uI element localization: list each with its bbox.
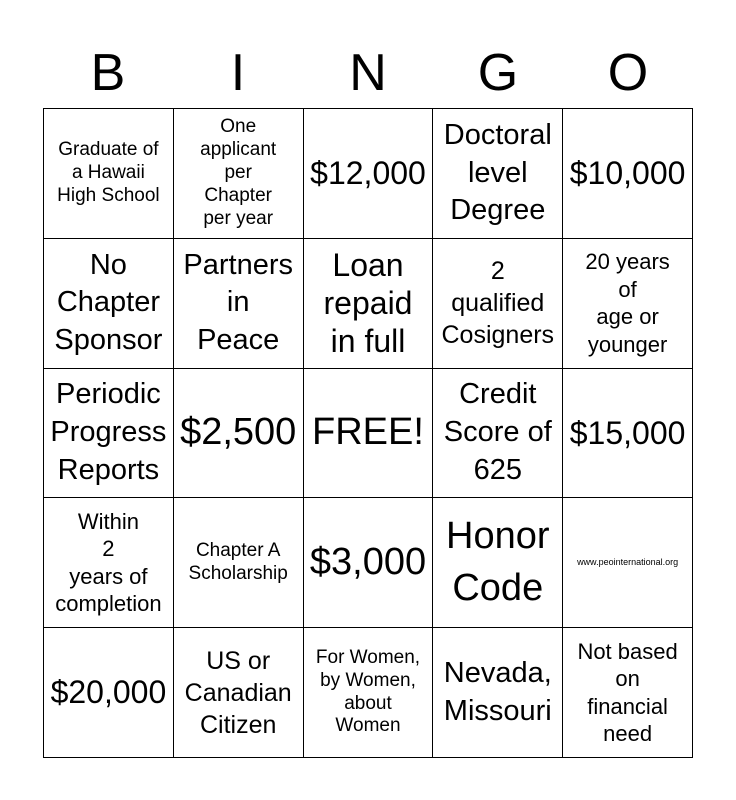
bingo-cell-4-5[interactable] xyxy=(563,498,693,628)
bingo-cell-1-4[interactable] xyxy=(433,109,563,239)
bingo-cell-1-1[interactable] xyxy=(44,109,174,239)
bingo-cell-2-4[interactable] xyxy=(433,239,563,369)
bingo-cell-free[interactable] xyxy=(304,369,434,499)
cell-text: Doctoral level Degree xyxy=(443,118,552,227)
header-letter-i: I xyxy=(230,44,246,102)
cell-text: Not based on financial need xyxy=(577,638,678,747)
cell-text: For Women, by Women, about Women xyxy=(315,647,421,737)
bingo-cell-3-1[interactable] xyxy=(44,369,174,499)
cell-text: Chapter A Scholarship xyxy=(188,539,288,584)
cell-text: Partners in Peace xyxy=(183,248,293,357)
bingo-cell-2-1[interactable] xyxy=(44,239,174,369)
cell-text: No Chapter Sponsor xyxy=(54,248,163,357)
bingo-card-grid xyxy=(43,108,693,758)
cell-text: $3,000 xyxy=(309,541,427,584)
header-letter-g: G xyxy=(477,44,519,102)
header-letter-o: O xyxy=(607,44,649,102)
cell-text: 20 years of age or younger xyxy=(585,249,670,357)
cell-text: $15,000 xyxy=(569,414,686,451)
bingo-cell-1-5[interactable] xyxy=(563,109,693,239)
bingo-cell-3-2[interactable] xyxy=(174,369,304,499)
cell-text: Within 2 years of completion xyxy=(55,508,162,617)
cell-text: One applicant per Chapter per year xyxy=(200,116,277,229)
bingo-header xyxy=(43,38,693,108)
bingo-cell-5-5[interactable] xyxy=(563,628,693,758)
cell-text: US or Canadian Citizen xyxy=(184,646,292,739)
bingo-cell-2-3[interactable] xyxy=(304,239,434,369)
bingo-cell-3-5[interactable] xyxy=(563,369,693,499)
cell-text: Loan repaid in full xyxy=(323,246,413,360)
cell-text: $10,000 xyxy=(569,155,686,192)
bingo-cell-4-4[interactable] xyxy=(433,498,563,628)
bingo-cell-4-3[interactable] xyxy=(304,498,434,628)
cell-text: 2 qualified Cosigners xyxy=(441,257,555,350)
cell-text: $2,500 xyxy=(180,411,297,454)
bingo-cell-5-1[interactable] xyxy=(44,628,174,758)
bingo-cell-1-2[interactable] xyxy=(174,109,304,239)
bingo-cell-1-3[interactable] xyxy=(304,109,434,239)
cell-text: Honor Code xyxy=(446,515,550,609)
cell-text: $12,000 xyxy=(310,155,426,192)
bingo-cell-5-3[interactable] xyxy=(304,628,434,758)
cell-text: Graduate of a Hawaii High School xyxy=(57,139,160,206)
bingo-cell-4-1[interactable] xyxy=(44,498,174,628)
bingo-cell-2-5[interactable] xyxy=(563,239,693,369)
cell-text: Credit Score of 625 xyxy=(443,378,552,486)
website-text: www.peointernational.org xyxy=(577,557,679,568)
bingo-cell-3-4[interactable] xyxy=(433,369,563,499)
bingo-cell-4-2[interactable] xyxy=(174,498,304,628)
header-letter-n: N xyxy=(349,44,387,102)
header-letter-b: B xyxy=(90,44,126,102)
bingo-cell-2-2[interactable] xyxy=(174,239,304,369)
cell-text: Periodic Progress Reports xyxy=(50,378,167,486)
bingo-cell-5-2[interactable] xyxy=(174,628,304,758)
cell-text: $20,000 xyxy=(50,674,167,711)
bingo-cell-5-4[interactable] xyxy=(433,628,563,758)
free-space-text: FREE! xyxy=(312,411,424,454)
cell-text: Nevada, Missouri xyxy=(443,656,552,727)
